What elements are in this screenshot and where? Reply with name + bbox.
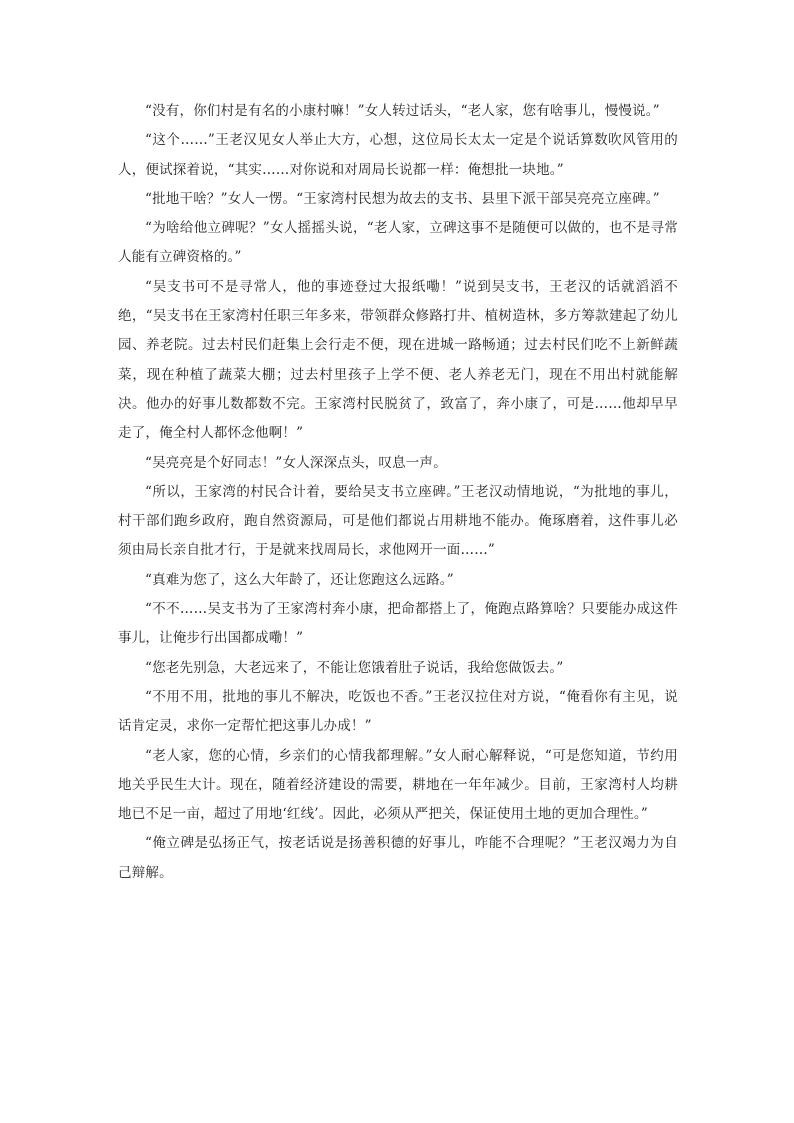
paragraph: “所以，王家湾的村民合计着，要给吴支书立座碑。”王老汉动情地说，“为批地的事儿，村干部们跑乡政府，跑自然资源局，可是他们都说占用耕地不能办。俺琢磨着，这件事儿必须由局长亲自批才行，于是就来找周局长，求他网开一面……” xyxy=(118,483,678,559)
paragraph: “吴亮亮是个好同志！”女人深深点头，叹息一声。 xyxy=(145,454,447,471)
story-text xyxy=(118,97,678,888)
paragraph: “为啥给他立碑呢？”女人摇摇头说，“老人家，立碑这事不是随便可以做的，也不是寻常人能有立碑资格的。” xyxy=(118,220,678,266)
paragraph: “吴支书可不是寻常人，他的事迹登过大报纸嘞！”说到吴支书，王老汉的话就滔滔不绝，“吴支书在王家湾村任职三年多来，带领群众修路打井、植树造林，多方筹款建起了幼儿园、养老院。过去村民们赶集上会行走不便，现在进城一路畅通；过去村民们吃不上新鲜蔬菜，现在种植了蔬菜大棚；过去村里孩子上学不便、老人养老无门，现在不用出村就能解决。他办的好事儿数都数不完。王家湾村民脱贫了，致富了，奔小康了，可是……他却早早走了，俺全村人都怀念他啊！” xyxy=(118,278,678,442)
paragraph: “老人家，您的心情，乡亲们的心情我都理解。”女人耐心解释说，“可是您知道，节约用地关乎民生大计。现在，随着经济建设的需要，耕地在一年年减少。目前，王家湾村人均耕地已不足一亩，超过了用地‘红线’。因此，必须从严把关，保证使用土地的更加合理性。” xyxy=(118,747,678,823)
paragraph: “真难为您了，这么大年龄了，还让您跑这么远路。” xyxy=(145,571,454,588)
paragraph: “不用不用，批地的事儿不解决，吃饭也不香。”王老汉拉住对方说，“俺看你有主见，说话肯定灵，求你一定帮忙把这事儿办成！” xyxy=(118,688,678,735)
paragraph: “您老先别急，大老远来了，不能让您饿着肚子说话，我给您做饭去。” xyxy=(145,659,564,676)
paragraph: “批地干啥？”女人一愣。“王家湾村民想为故去的支书、县里下派干部吴亮亮立座碑。” xyxy=(145,190,660,207)
paragraph: “这个……”王老汉见女人举止大方，心想，这位局长太太一定是个说话算数吹风管用的人，便试探着说，“其实……对你说和对周局长说都一样：俺想批一块地。” xyxy=(118,132,678,178)
paragraph: “没有，你们村是有名的小康村嘛！”女人转过话头，“老人家，您有啥事儿，慢慢说。” xyxy=(145,103,660,119)
paragraph: “不不……吴支书为了王家湾村奔小康，把命都搭上了，俺跑点路算啥？只要能办成这件事儿，让俺步行出国都成嘞！” xyxy=(118,601,678,647)
paragraph: “俺立碑是弘扬正气，按老话说是扬善积德的好事儿，咋能不合理呢？”王老汉竭力为自己辩解。 xyxy=(118,835,678,881)
